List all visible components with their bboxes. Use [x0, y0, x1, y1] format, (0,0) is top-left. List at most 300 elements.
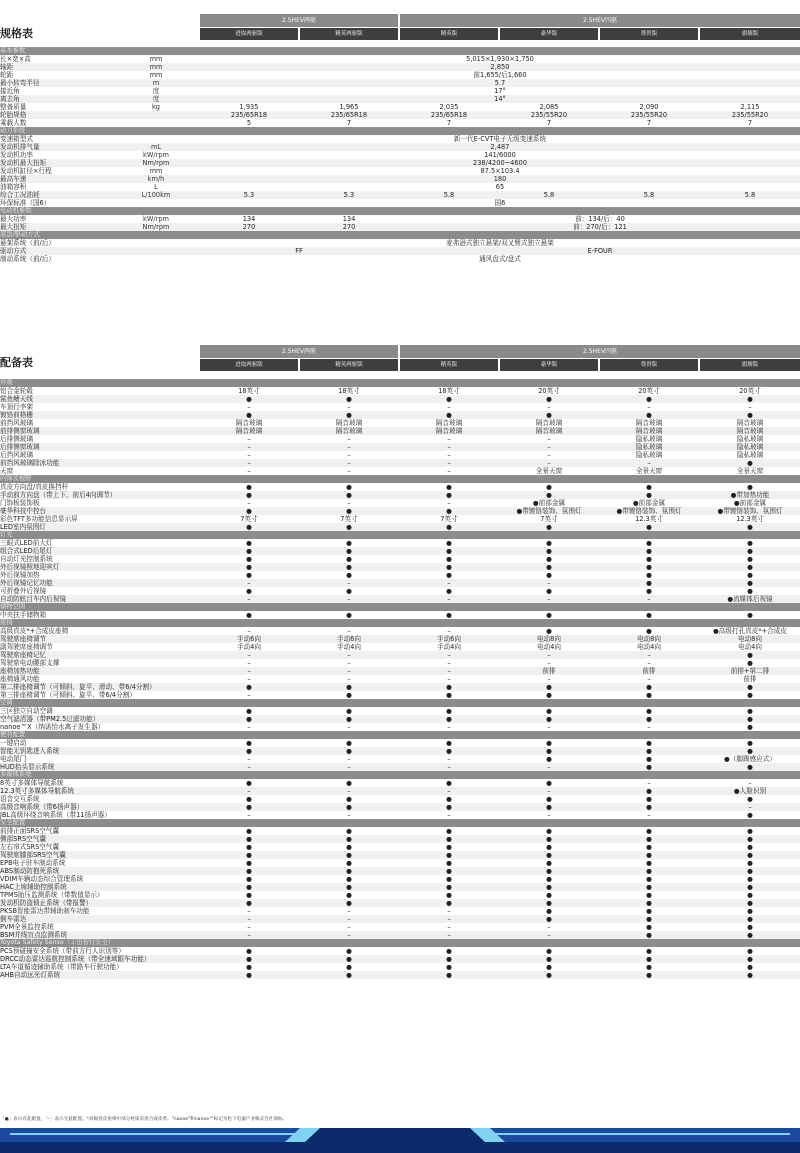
- cell-value: ●: [646, 571, 652, 579]
- cell-value: ●: [646, 859, 652, 867]
- cell-value: –: [547, 931, 551, 939]
- cell-value: ●: [747, 915, 753, 923]
- cell-value: 隔音玻璃: [736, 419, 764, 427]
- cell-value: ●: [546, 963, 552, 971]
- table-row: [0, 707, 800, 715]
- cell-value: ●: [646, 907, 652, 915]
- row-label: DRCC动态雷达巡航控制系统（带全速域跟车功能）: [0, 955, 151, 963]
- cell-value: –: [247, 627, 251, 635]
- cell-value: ●: [246, 891, 252, 899]
- table-row: [0, 867, 800, 875]
- row-unit: L: [154, 183, 158, 191]
- cell-value: 5.8: [643, 191, 655, 199]
- cell-value: ●: [747, 891, 753, 899]
- cell-value: –: [347, 659, 351, 667]
- cell-value: ●: [446, 875, 452, 883]
- table-row: [0, 763, 800, 771]
- table-row: [0, 755, 800, 763]
- row-label: 最大功率: [0, 215, 27, 223]
- cell-value: ●: [646, 395, 652, 403]
- cell-value: –: [547, 763, 551, 771]
- cell-span: 65: [495, 183, 505, 191]
- cell-value: ●流媒体后视镜: [727, 595, 773, 603]
- cell-value: ●: [546, 523, 552, 531]
- cell-value: ●: [446, 803, 452, 811]
- cell-value: ●: [346, 523, 352, 531]
- row-label: 三区独立自动空调: [0, 707, 53, 715]
- cell-value: –: [347, 651, 351, 659]
- cell-value: –: [547, 459, 551, 467]
- table-row: [0, 71, 800, 79]
- row-unit: km/h: [147, 175, 165, 183]
- table-row: [0, 715, 800, 723]
- row-unit: Nm/rpm: [142, 159, 170, 167]
- cell-value: –: [347, 923, 351, 931]
- table-row: [0, 507, 800, 515]
- cell-value: –: [447, 499, 451, 507]
- cell-value: ●: [346, 739, 352, 747]
- cell-value: ●: [446, 859, 452, 867]
- cell-value: ●: [646, 483, 652, 491]
- row-label: 副驾驶席座椅调节: [0, 643, 53, 651]
- cell-value: –: [247, 499, 251, 507]
- row-label: 第三排座椅调节（可倾斜、旋平、带6/4分割）: [0, 691, 136, 699]
- row-label: LED室内氛围灯: [0, 523, 46, 531]
- category-label: 电动机参数: [0, 207, 32, 214]
- cell-value: ●: [646, 827, 652, 835]
- cell-value: ●: [446, 971, 452, 979]
- cell-value: 全景天窗: [736, 467, 764, 475]
- equip-trim-3: 精英版: [400, 359, 498, 371]
- table-row: [0, 143, 800, 151]
- cell-value: ●: [747, 907, 753, 915]
- row-label: 驾驶席膝部SRS空气囊: [0, 851, 66, 859]
- cell-value: ●: [346, 571, 352, 579]
- cell-value: 270: [242, 223, 256, 231]
- row-label: 镀铬前格栅: [0, 411, 33, 419]
- cell-value: ●: [246, 795, 252, 803]
- category-row: [0, 231, 800, 239]
- cell-span: 14°: [494, 95, 506, 103]
- table-row: [0, 787, 800, 795]
- cell-value: –: [547, 723, 551, 731]
- cell-value: –: [447, 931, 451, 939]
- table-row: [0, 539, 800, 547]
- table-row: [0, 571, 800, 579]
- table-row: [0, 135, 800, 143]
- cell-value: ●: [346, 411, 352, 419]
- spec-trim-4: 豪华版: [500, 28, 598, 40]
- table-row: [0, 199, 800, 207]
- cell-value: ●: [747, 947, 753, 955]
- cell-value: ●: [546, 691, 552, 699]
- cell-value: 隔音玻璃: [435, 427, 463, 435]
- category-row: [0, 475, 800, 483]
- cell-value: –: [247, 459, 251, 467]
- row-label: 彩色TFT多功能信息显示屏: [0, 515, 78, 523]
- cell-span: 180: [493, 175, 507, 183]
- cell-value: ●: [747, 739, 753, 747]
- category-label: 基本参数: [0, 47, 26, 54]
- cell-value: 5.3: [243, 191, 255, 199]
- row-unit: mm: [149, 167, 163, 175]
- cell-value: ●: [546, 795, 552, 803]
- row-label: HUD抬头显示系统: [0, 763, 55, 771]
- cell-value: ●: [446, 883, 452, 891]
- row-label: 后排侧玻璃: [0, 435, 33, 443]
- category-label: 内饰及视野: [0, 475, 32, 482]
- cell-value: –: [647, 403, 651, 411]
- cell-value: –: [447, 763, 451, 771]
- cell-value: 前排: [542, 667, 556, 675]
- row-label: 真皮方向盘/真皮换挡杆: [0, 483, 69, 491]
- cell-value: ●: [346, 563, 352, 571]
- cell-value: 前排+第二排: [730, 667, 770, 675]
- spec-table: [0, 47, 800, 263]
- cell-value: ●: [546, 555, 552, 563]
- table-row: [0, 587, 800, 595]
- row-label: 驱动方式: [0, 247, 27, 255]
- category-label: 空调: [0, 699, 13, 706]
- table-row: [0, 739, 800, 747]
- cell-value: ●: [246, 835, 252, 843]
- cell-value: 12.3英寸: [635, 515, 663, 523]
- cell-value: 7英寸: [540, 515, 558, 523]
- cell-span: 前1,655/后1,660: [473, 71, 527, 79]
- cell-value: ●: [747, 651, 753, 659]
- cell-value: ●: [646, 587, 652, 595]
- cell-value: ●: [346, 955, 352, 963]
- cell-value: ●: [346, 779, 352, 787]
- cell-value: –: [247, 667, 251, 675]
- row-label: 制动系统（前/后）: [0, 255, 55, 263]
- cell-value: ●: [646, 707, 652, 715]
- cell-value: ●: [246, 555, 252, 563]
- row-label: PVM全景监控系统: [0, 923, 54, 931]
- cell-value: ●: [446, 555, 452, 563]
- cell-value: 电动4向: [537, 643, 561, 651]
- cell-value: 电动4向: [738, 643, 762, 651]
- equip-title: 配备表: [0, 356, 33, 369]
- table-row: [0, 563, 800, 571]
- cell-value: 7英寸: [340, 515, 358, 523]
- cell-value: ●: [646, 963, 652, 971]
- row-label: 第二排座椅调节（可倾斜、旋平、滑动、带6/4分割）: [0, 683, 156, 691]
- row-label: BSM并线盲点监测系统: [0, 931, 68, 939]
- category-label: 便利配置: [0, 731, 26, 738]
- cell-value: ●: [646, 715, 652, 723]
- table-row: [0, 643, 800, 651]
- cell-value: ●: [246, 507, 252, 515]
- cell-value: ●: [446, 507, 452, 515]
- cell-value: 20英寸: [538, 387, 560, 395]
- category-label: 安全配置: [0, 819, 26, 826]
- cell-value: ●: [346, 795, 352, 803]
- cell-value: ●: [747, 587, 753, 595]
- cell-value: –: [547, 923, 551, 931]
- row-label: 发动机防盗锁止系统（带报警）: [0, 899, 93, 907]
- table-row: [0, 515, 800, 523]
- row-label: 后排侧窗玻璃: [0, 443, 40, 451]
- table-row: [0, 659, 800, 667]
- cell-value: ●: [546, 883, 552, 891]
- cell-value: ●: [346, 691, 352, 699]
- table-row: [0, 795, 800, 803]
- cell-value: 235/55R20: [530, 111, 568, 119]
- cell-value: ●: [747, 411, 753, 419]
- table-row: [0, 419, 800, 427]
- cell-value: ●: [747, 563, 753, 571]
- cell-value: ●: [546, 899, 552, 907]
- category-label: 外观: [0, 379, 13, 386]
- table-row: [0, 835, 800, 843]
- cell-value: 235/55R20: [731, 111, 769, 119]
- row-label: PCS预碰撞安全系统（带前方行人识别等）: [0, 947, 125, 955]
- cell-value: 隔音玻璃: [335, 427, 363, 435]
- table-row: [0, 579, 800, 587]
- table-row: [0, 183, 800, 191]
- cell-value: ●: [546, 947, 552, 955]
- cell-value: ●: [446, 683, 452, 691]
- cell-value: ●: [246, 483, 252, 491]
- table-row: [0, 923, 800, 931]
- cell-value: –: [247, 651, 251, 659]
- row-label: 最高车速: [0, 175, 27, 183]
- table-row: [0, 915, 800, 923]
- cell-value: 5.8: [744, 191, 756, 199]
- cell-value: ●: [747, 539, 753, 547]
- table-row: [0, 955, 800, 963]
- cell-value: 隔音玻璃: [235, 419, 263, 427]
- row-label: 手动前方向盘（带上下、前后4向调节）: [0, 491, 117, 499]
- category-row: [0, 771, 800, 779]
- cell-value: –: [347, 755, 351, 763]
- cell-value: ●: [646, 803, 652, 811]
- cell-value: –: [247, 915, 251, 923]
- cell-value: ●: [546, 755, 552, 763]
- cell-value: 电动4向: [637, 643, 661, 651]
- row-label: 发动机缸径×行程: [0, 167, 52, 175]
- spec-trim-3: 精英版: [400, 28, 498, 40]
- cell-value: 18英寸: [338, 387, 360, 395]
- cell-value: 1,965: [339, 103, 359, 111]
- table-row: [0, 427, 800, 435]
- cell-value: –: [447, 723, 451, 731]
- cell-value: –: [447, 651, 451, 659]
- equip-table: [0, 379, 800, 979]
- equip-group-2wd: 2.5HEV两驱: [200, 345, 398, 358]
- cell-value: ●: [747, 795, 753, 803]
- table-row: [0, 255, 800, 263]
- cell-value: ●: [546, 715, 552, 723]
- cell-value: 隔音玻璃: [535, 419, 563, 427]
- cell-value: ●: [646, 563, 652, 571]
- cell-value: –: [547, 443, 551, 451]
- cell-value: 7: [646, 119, 652, 127]
- cell-value: –: [447, 579, 451, 587]
- cell-value: –: [247, 923, 251, 931]
- cell-value: ●: [446, 739, 452, 747]
- cell-value: 全景天窗: [635, 467, 663, 475]
- row-unit: L/100km: [141, 191, 171, 199]
- cell-value: ●: [747, 459, 753, 467]
- cell-value: ●: [646, 611, 652, 619]
- cell-value: ●: [246, 539, 252, 547]
- cell-value: 235/65R18: [430, 111, 468, 119]
- cell-value: ●: [346, 547, 352, 555]
- cell-value: ●带镀铬装饰、氛围灯: [717, 507, 783, 515]
- cell-value: 2,085: [539, 103, 559, 111]
- equip-trim-6: 旗舰版: [700, 359, 800, 371]
- cell-value: ●: [246, 851, 252, 859]
- cell-value: ●: [346, 963, 352, 971]
- category-label: 多媒体系统: [0, 771, 32, 778]
- row-unit: 度: [152, 87, 160, 95]
- row-label: 后挡风玻璃: [0, 451, 33, 459]
- cell-value: ●: [747, 723, 753, 731]
- cell-value: –: [647, 659, 651, 667]
- cell-value: ●: [646, 915, 652, 923]
- category-label: 灯光: [0, 531, 13, 538]
- cell-value: ●: [747, 923, 753, 931]
- cell-value: ●: [747, 875, 753, 883]
- cell-value: ●: [246, 491, 252, 499]
- cell-value: ●: [546, 539, 552, 547]
- row-label: 外后视镜照地迎宾灯: [0, 563, 60, 571]
- cell-value: 2,090: [639, 103, 659, 111]
- table-row: [0, 891, 800, 899]
- cell-value: ●: [246, 411, 252, 419]
- row-label: EPB电子驻车制动系统: [0, 859, 66, 867]
- cell-value: –: [447, 675, 451, 683]
- table-row: [0, 395, 800, 403]
- cell-value: ●: [346, 507, 352, 515]
- table-row: [0, 907, 800, 915]
- cell-value: ●: [246, 395, 252, 403]
- cell-value: –: [748, 403, 752, 411]
- equip-header: [200, 345, 800, 371]
- row-label: JBL高级环绕音响系统（带11扬声器）: [0, 811, 111, 819]
- row-label: 外后视镜记忆功能: [0, 579, 53, 587]
- cell-value: ●: [747, 843, 753, 851]
- cell-value: ●: [747, 659, 753, 667]
- row-label: 悬架系统（前/后）: [0, 239, 55, 247]
- cell-value: ●: [246, 683, 252, 691]
- cell-value: 18英寸: [438, 387, 460, 395]
- cell-value: ●: [346, 555, 352, 563]
- spec-header: [200, 14, 800, 40]
- table-row: [0, 159, 800, 167]
- cell-value: –: [247, 467, 251, 475]
- row-label: 智能无钥匙进入系统: [0, 747, 60, 755]
- cell-value: ●: [747, 963, 753, 971]
- cell-value: ●: [446, 395, 452, 403]
- table-row: [0, 491, 800, 499]
- category-row: [0, 603, 800, 611]
- table-row: [0, 443, 800, 451]
- row-label: 轴距: [0, 63, 14, 71]
- cell-value: ●: [246, 827, 252, 835]
- row-label: 乘载人数: [0, 119, 27, 127]
- cell-value: ●: [747, 579, 753, 587]
- cell-value: 270: [342, 223, 356, 231]
- cell-value: ●: [246, 547, 252, 555]
- cell-value: 隔音玻璃: [635, 427, 663, 435]
- cell-value: 235/55R20: [630, 111, 668, 119]
- cell-value: ●: [646, 795, 652, 803]
- cell-value: ●（脚踢感应式）: [724, 755, 776, 763]
- row-label: 长×宽×高: [0, 55, 31, 63]
- cell-value: ●: [546, 627, 552, 635]
- cell-value: ●: [246, 867, 252, 875]
- row-label: 门饰板装饰板: [0, 499, 40, 507]
- table-row: [0, 95, 800, 103]
- cell-value: –: [647, 595, 651, 603]
- cell-value: 隔音玻璃: [335, 419, 363, 427]
- cell-value: ●: [246, 859, 252, 867]
- cell-value: –: [447, 787, 451, 795]
- cell-value: ●: [346, 843, 352, 851]
- cell-value: ●: [246, 899, 252, 907]
- row-label: 驾驶席座椅调节: [0, 635, 47, 643]
- cell-value: 电动8向: [738, 635, 762, 643]
- cell-value: ●: [646, 691, 652, 699]
- row-label: 语音交互系统: [0, 795, 40, 803]
- cell-value: ●: [446, 835, 452, 843]
- table-row: [0, 931, 800, 939]
- table-row: [0, 555, 800, 563]
- cell-value: ●: [646, 867, 652, 875]
- cell-value: ●: [446, 707, 452, 715]
- category-row: [0, 819, 800, 827]
- cell-value: –: [347, 907, 351, 915]
- cell-value: 2,115: [740, 103, 760, 111]
- cell-value: ●: [747, 483, 753, 491]
- cell-value: ●: [446, 547, 452, 555]
- cell-value: ●: [747, 691, 753, 699]
- cell-value: ●: [546, 483, 552, 491]
- cell-value: ●: [246, 707, 252, 715]
- footnote: 「●」表示有此配置，「–」表示无此配置。*高级真皮座椅中部分材质采用合成皮革。"nanoe"和nanoe™标记为松下电器产业株式会社商标。: [0, 1117, 288, 1122]
- cell-value: ●: [346, 747, 352, 755]
- cell-value: –: [347, 627, 351, 635]
- cell-value: 134: [342, 215, 356, 223]
- cell-value: ●高级打孔真皮*+合成皮: [713, 627, 787, 635]
- row-label: 综合工况油耗: [0, 191, 40, 199]
- cell-value: ●: [446, 587, 452, 595]
- cell-value: ●: [346, 715, 352, 723]
- cell-value: ●: [546, 955, 552, 963]
- table-row: [0, 635, 800, 643]
- category-label: 储物空间: [0, 603, 26, 610]
- category-label: 底盘/驱动方式: [0, 231, 40, 238]
- table-row: [0, 215, 800, 223]
- row-label: 环保标准（国6）: [0, 199, 51, 207]
- cell-value: –: [347, 915, 351, 923]
- cell-value: ●: [346, 611, 352, 619]
- row-label: 发动机功率: [0, 151, 33, 159]
- cell-value: ●: [747, 827, 753, 835]
- cell-value: ●: [246, 563, 252, 571]
- cell-value: ●: [546, 611, 552, 619]
- table-row: [0, 875, 800, 883]
- cell-value: –: [247, 443, 251, 451]
- table-row: [0, 435, 800, 443]
- cell-value: ●: [246, 747, 252, 755]
- row-unit: mm: [149, 71, 163, 79]
- row-unit: kg: [151, 103, 160, 111]
- row-label: 天窗: [0, 467, 14, 475]
